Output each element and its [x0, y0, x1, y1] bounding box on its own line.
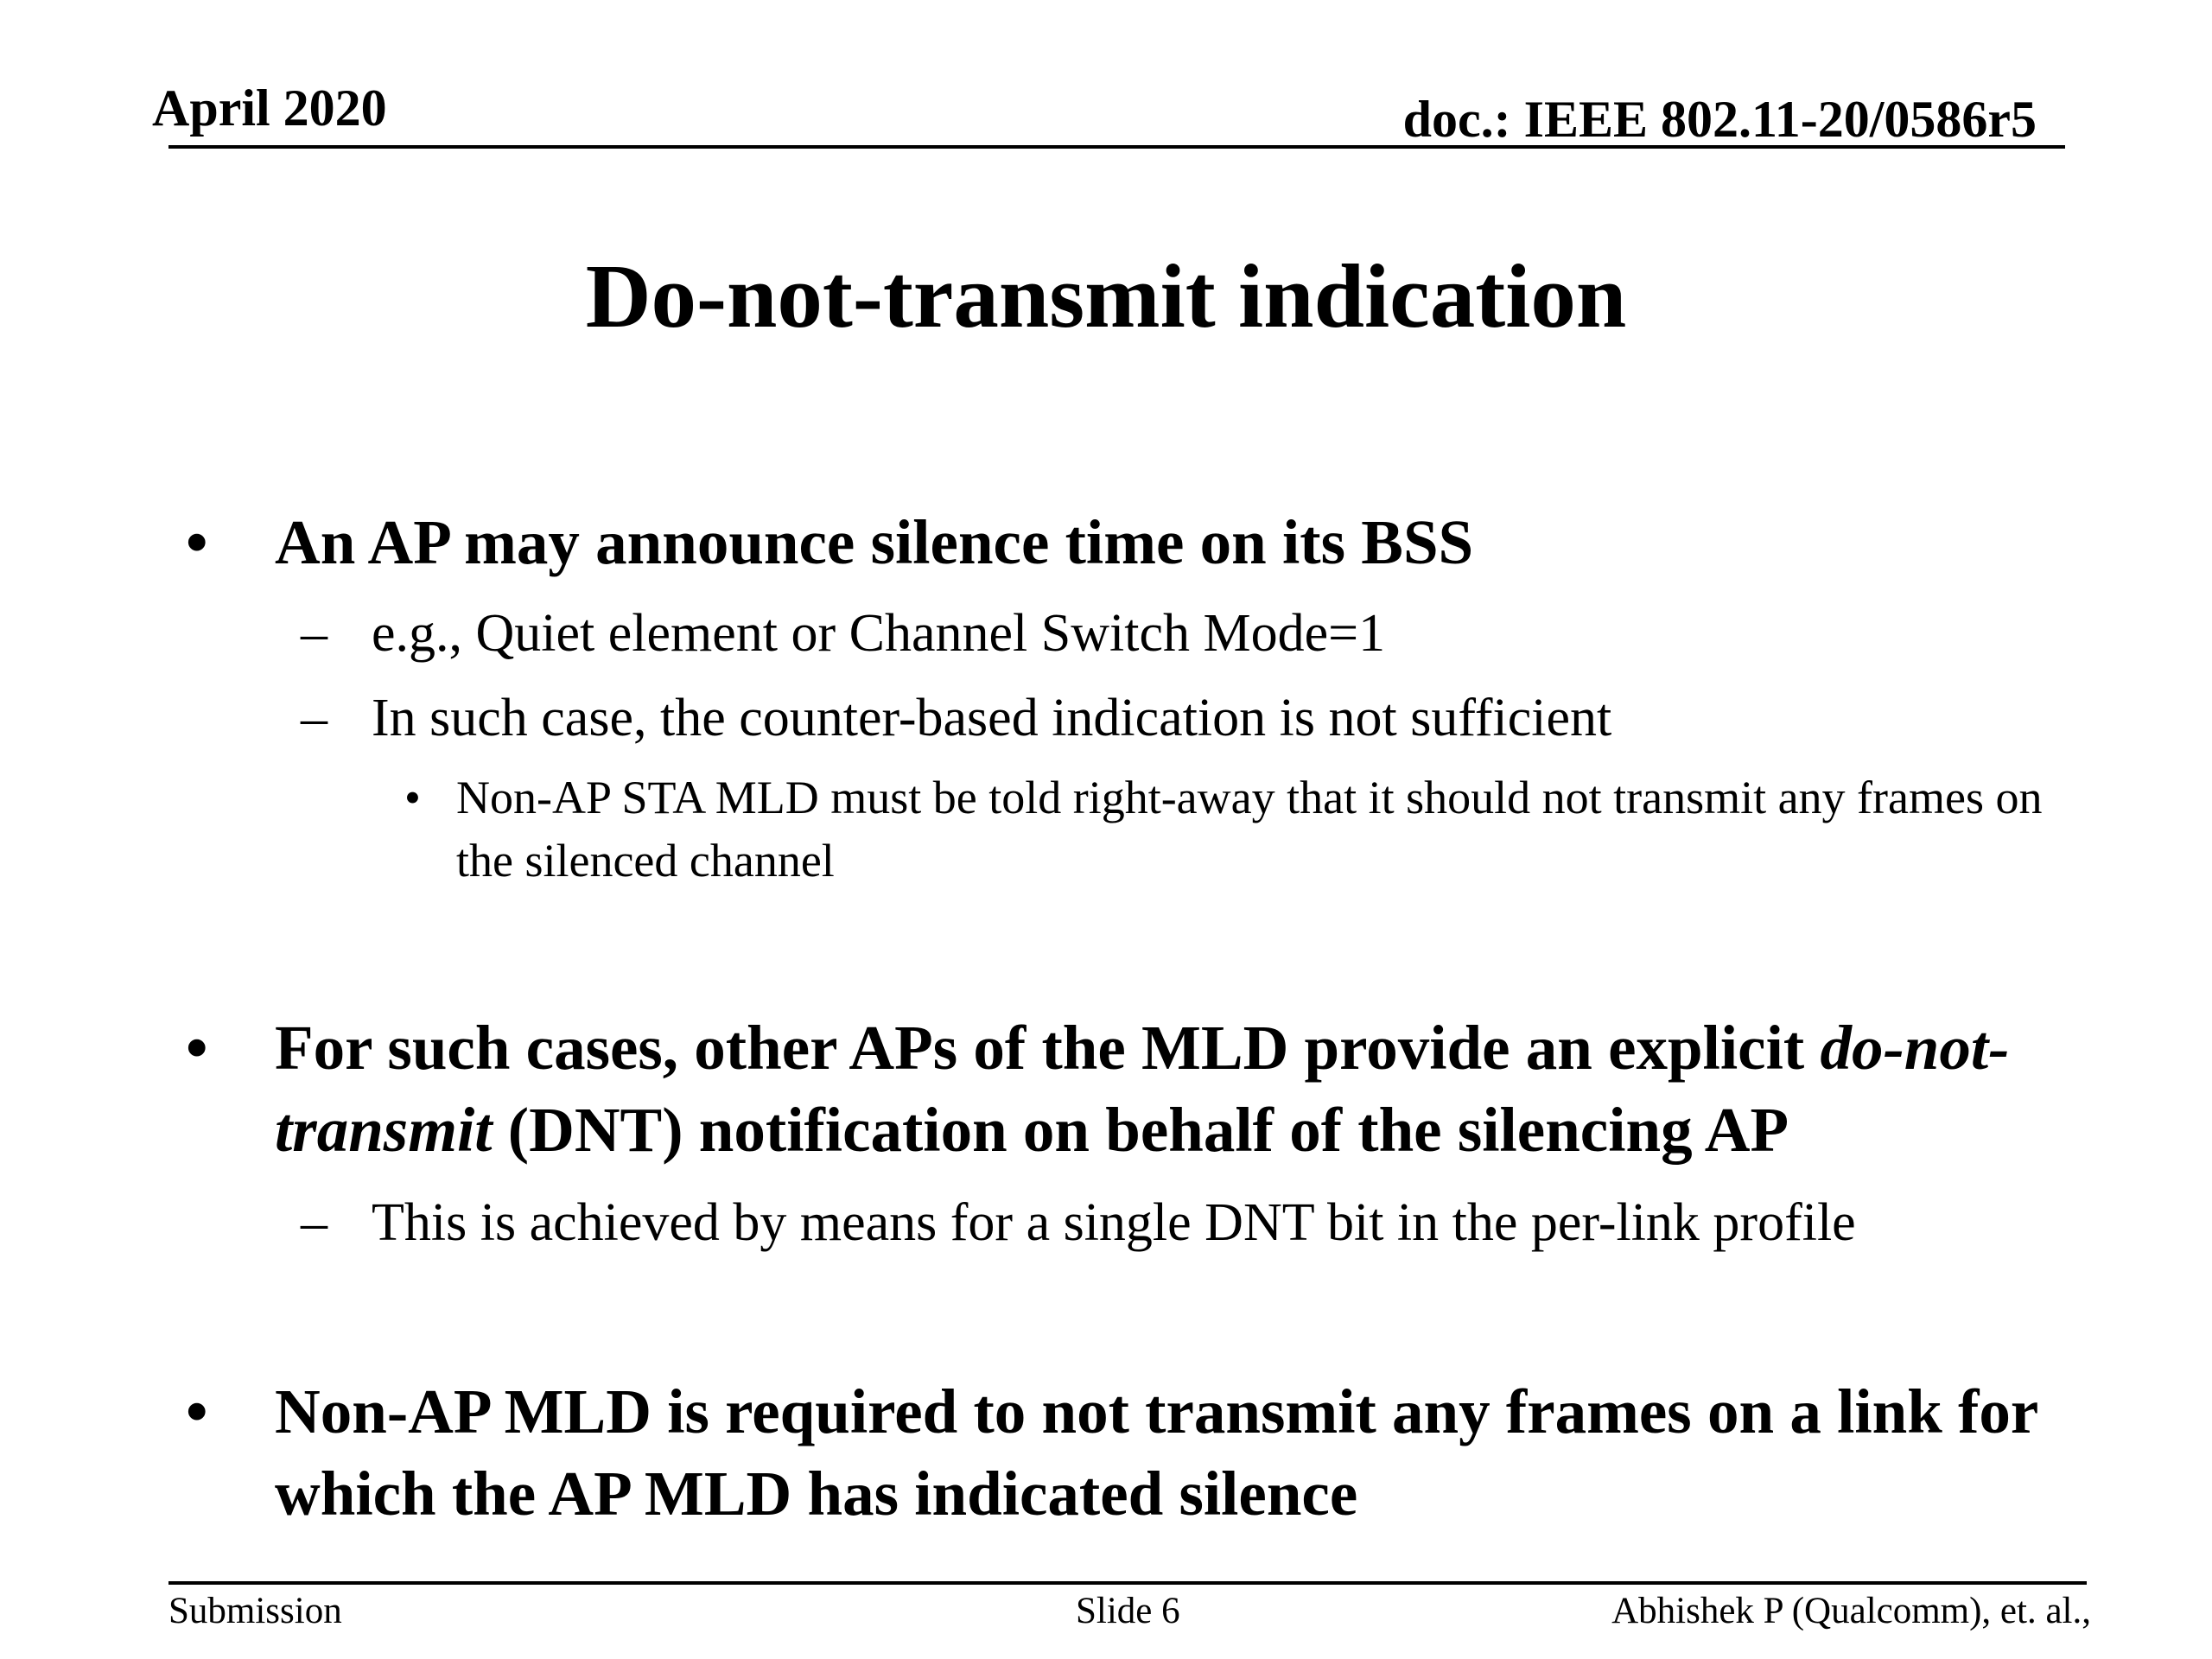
bullet-marker: •	[404, 772, 421, 823]
bullet-1-subsub-1	[404, 766, 2098, 893]
bullet-1-text: An AP may announce silence time on its BSS	[275, 507, 1474, 577]
header-date: April 2020	[152, 79, 387, 137]
dash-marker: –	[301, 604, 327, 663]
bullet-1-sub-2-text: In such case, the counter-based indication is not sufficient	[372, 689, 1612, 747]
bullet-marker: •	[186, 1013, 208, 1083]
footer-author: Abhishek P (Qualcomm), et. al.,	[1611, 1591, 2091, 1631]
header-divider	[168, 145, 2065, 149]
footer-divider	[168, 1581, 2087, 1585]
bullet-2-text-italic: do-not-transmit	[275, 1013, 2010, 1165]
dash-marker: –	[301, 1193, 327, 1252]
bullet-3-text: Non-AP MLD is required to not transmit any frames on a link for which the AP MLD has indicated silence	[275, 1376, 2037, 1529]
bullet-2-text-after: (DNT) notification on behalf of the silencing AP	[492, 1095, 1789, 1165]
bullet-2-sub-1	[301, 1188, 1856, 1257]
bullet-marker: •	[186, 1376, 208, 1446]
footer-submission: Submission	[168, 1591, 342, 1631]
bullet-3	[186, 1370, 2055, 1535]
bullet-1-sub-1-text: e.g., Quiet element or Channel Switch Mode=1	[372, 604, 1386, 663]
bullet-marker: •	[186, 507, 208, 577]
bullet-1-sub-1	[301, 599, 1386, 668]
footer-slide-number: Slide 6	[1076, 1591, 1180, 1631]
slide-title: Do-not-transmit indication	[585, 245, 1627, 346]
bullet-2-sub-1-text: This is achieved by means for a single DNT bit in the per-link profile	[372, 1193, 1856, 1252]
bullet-1-subsub-1-text: Non-AP STA MLD must be told right-away that it should not transmit any frames on the silenced channel	[456, 772, 2043, 887]
bullet-1	[186, 501, 2089, 583]
header-doc-id: doc.: IEEE 802.11-20/0586r5	[1402, 91, 2037, 148]
dash-marker: –	[301, 689, 327, 747]
bullet-2-text-before: For such cases, other APs of the MLD provide an explicit	[275, 1013, 1821, 1083]
bullet-2	[186, 1007, 2089, 1171]
bullet-1-sub-2	[301, 683, 1612, 753]
